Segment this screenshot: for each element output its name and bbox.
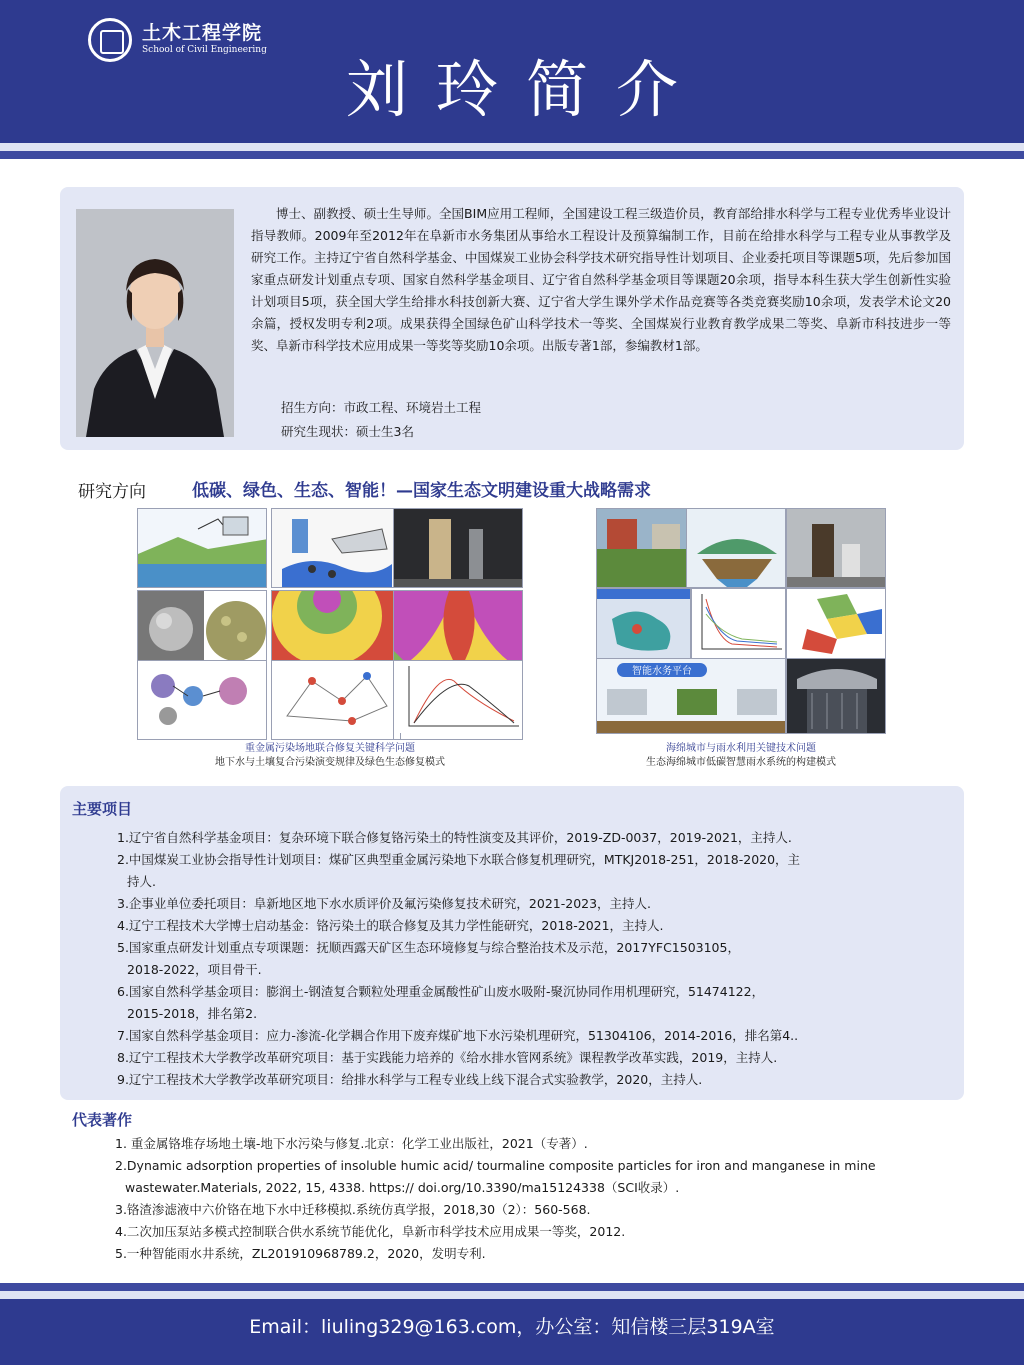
publication-item [115,1243,915,1265]
page-title: 刘玲简介 [345,53,706,126]
figure-gis-software [596,588,691,668]
project-item [117,849,907,893]
bio-text: 博士、副教授、硕士生导师。全国BIM应用工程师，全国建设工程三级造价员，教育部给排水科学与工程专业优秀毕业设计指导教师。2009年至2012年在阜新市水务集团从事给水工程设计及预算编制工作，目前在给排水科学与工程专业从事教学及研究工作。主持辽宁省自然科学基金、中国煤炭工业协会科学技术研究指导性计划项目、企业委托项目等课题5项，先后参加国家重点研发计划重点专项、国家自然科学基金项目、辽宁省自然科学基金项目等课题20余项，指导本科生获大学生创新性实验计划项目5项，获全国大学生给排水科技创新大赛、辽宁省大学生课外学术作品竞赛等各类竞赛奖励10余项，发表学术论文20余篇，授权发明专利2项。成果获得全国绿色矿山科学技术一等奖、全国煤炭行业教育教学成果二等奖、阜新市科技进步一等奖、阜新市科学技术应用成果一等奖等奖励10余项。出版专著1部，参编教材1部。 [251,206,951,353]
publication-item [115,1221,915,1243]
projects-title: 主要项目 [72,800,133,818]
project-item-continuation: 2018-2022，项目骨干. [127,962,262,977]
project-item-text: 2.中国煤炭工业协会指导性计划项目：煤矿区典型重金属污染地下水联合修复机理研究，MTKJ2018-251，2018-2020，主 [117,852,801,867]
figure-contour-plot-1 [271,590,401,670]
project-item [117,981,907,1025]
footer-stripe-light [0,1291,1024,1299]
right-figure-caption-2: 生态海绵城市低碳智慧雨水系统的构建模式 [646,757,836,768]
publication-item-text: 4.二次加压泵站多模式控制联合供水系统节能优化，阜新市科学技术应用成果一等奖，2012. [115,1224,626,1239]
figure-rain-harvest-structure [786,658,886,734]
project-item [117,1069,907,1091]
project-item-text: 9.辽宁工程技术大学教学改革研究项目：给排水科学与工程专业线上线下混合式实验教学，2020，主持人. [117,1072,703,1087]
project-item [117,1047,907,1069]
figure-remediation-device [271,508,401,588]
left-figure-caption-2: 地下水与土壤复合污染演变规律及绿色生态修复模式 [215,757,445,768]
figure-lab-photo [393,508,523,588]
project-item-text: 5.国家重点研发计划重点专项课题：抚顺西露天矿区生态环境修复与综合整治技术及示范，2017YFC1503105， [117,940,740,955]
figure-mechanism-diagram [137,660,267,740]
project-item-continuation: 持人. [127,874,156,889]
publication-item [115,1199,915,1221]
portrait-photo [76,209,234,437]
figure-contour-plot-2 [393,590,523,670]
publication-item [115,1133,915,1155]
publication-item-text: 3.铬渣渗滤液中六价铬在地下水中迁移模拟.系统仿真学报，2018,30（2）：560-568. [115,1202,591,1217]
figure-zoning-map [786,588,886,668]
school-name-en: School of Civil Engineering [142,45,267,55]
recruit-direction: 招生方向：市政工程、环境岩土工程 [281,400,482,415]
research-label: 研究方向 [78,482,146,502]
contact-info: Email：liuling329@163.com，办公室：知信楼三层319A室 [249,1316,775,1338]
figure-rain-garden [686,508,786,588]
publication-item-text: 5.一种智能雨水井系统，ZL201910968789.2，2020，发明专利. [115,1246,486,1261]
project-item [117,915,907,937]
project-item [117,937,907,981]
project-item-continuation: 2015-2018，排名第2. [127,1006,258,1021]
publication-item-text: 1. 重金属铬堆存场地土壤-地下水污染与修复.北京：化学工业出版社，2021（专著）. [115,1136,588,1151]
person-icon [76,209,234,437]
right-figure-caption-1: 海绵城市与雨水利用关键技术问题 [666,743,816,754]
project-item [117,827,907,849]
left-figure-caption-1: 重金属污染场地联合修复关键科学问题 [245,743,415,754]
project-item-text: 1.辽宁省自然科学基金项目：复杂环境下联合修复铬污染土的特性演变及其评价，2019-ZD-0037，2019-2021，主持人. [117,830,792,845]
footer-stripe-dark [0,1283,1024,1291]
figure-smart-water-platform [596,658,786,734]
header-stripe-light [0,143,1024,151]
header-stripe-dark [0,151,1024,159]
project-item-text: 3.企事业单位委托项目：阜新地区地下水水质评价及氟污染修复技术研究，2021-2023，主持人. [117,896,652,911]
figure-line-chart [691,588,786,668]
project-item-text: 8.辽宁工程技术大学教学改革研究项目：基于实践能力培养的《给水排水管网系统》课程教学改革实践，2019，主持人. [117,1050,778,1065]
project-item-text: 6.国家自然科学基金项目：膨润土-钢渣复合颗粒处理重金属酸性矿山废水吸附-聚沉协同作用机理研究，51474122， [117,984,765,999]
header [0,0,1024,165]
student-status: 研究生现状：硕士生3名 [281,424,414,439]
project-item-text: 4.辽宁工程技术大学博士启动基金：铬污染土的联合修复及其力学性能研究，2018-2021，主持人. [117,918,664,933]
publication-item [115,1155,915,1199]
figure-contamination-section [137,508,267,588]
school-name-cn: 土木工程学院 [142,22,263,44]
publication-item-continuation: wastewater.Materials, 2022, 15, 4338. https:// doi.org/10.3390/ma15124338（SCI收录）. [125,1180,680,1195]
intro-panel [60,187,964,450]
figure-water-tank-photo [786,508,886,588]
publication-item-text: 2.Dynamic adsorption properties of insoluble humic acid/ tourmaline composite particles for iron and manganese in mine [115,1158,876,1173]
figure-sem-images [137,590,267,670]
project-item-text: 7.国家自然科学基金项目：应力-渗流-化学耦合作用下废弃煤矿地下水污染机理研究，51304106，2014-2016，排名第4.. [117,1028,799,1043]
banner-text: 智能水务平台 [632,666,692,677]
research-slogan: 低碳、绿色、生态、智能！—国家生态文明建设重大战略需求 [192,481,651,501]
figure-molecular-structure [271,660,401,740]
publications-title: 代表著作 [72,1111,133,1129]
project-item [117,893,907,915]
figure-curve-plot [393,660,523,740]
project-item [117,1025,907,1047]
